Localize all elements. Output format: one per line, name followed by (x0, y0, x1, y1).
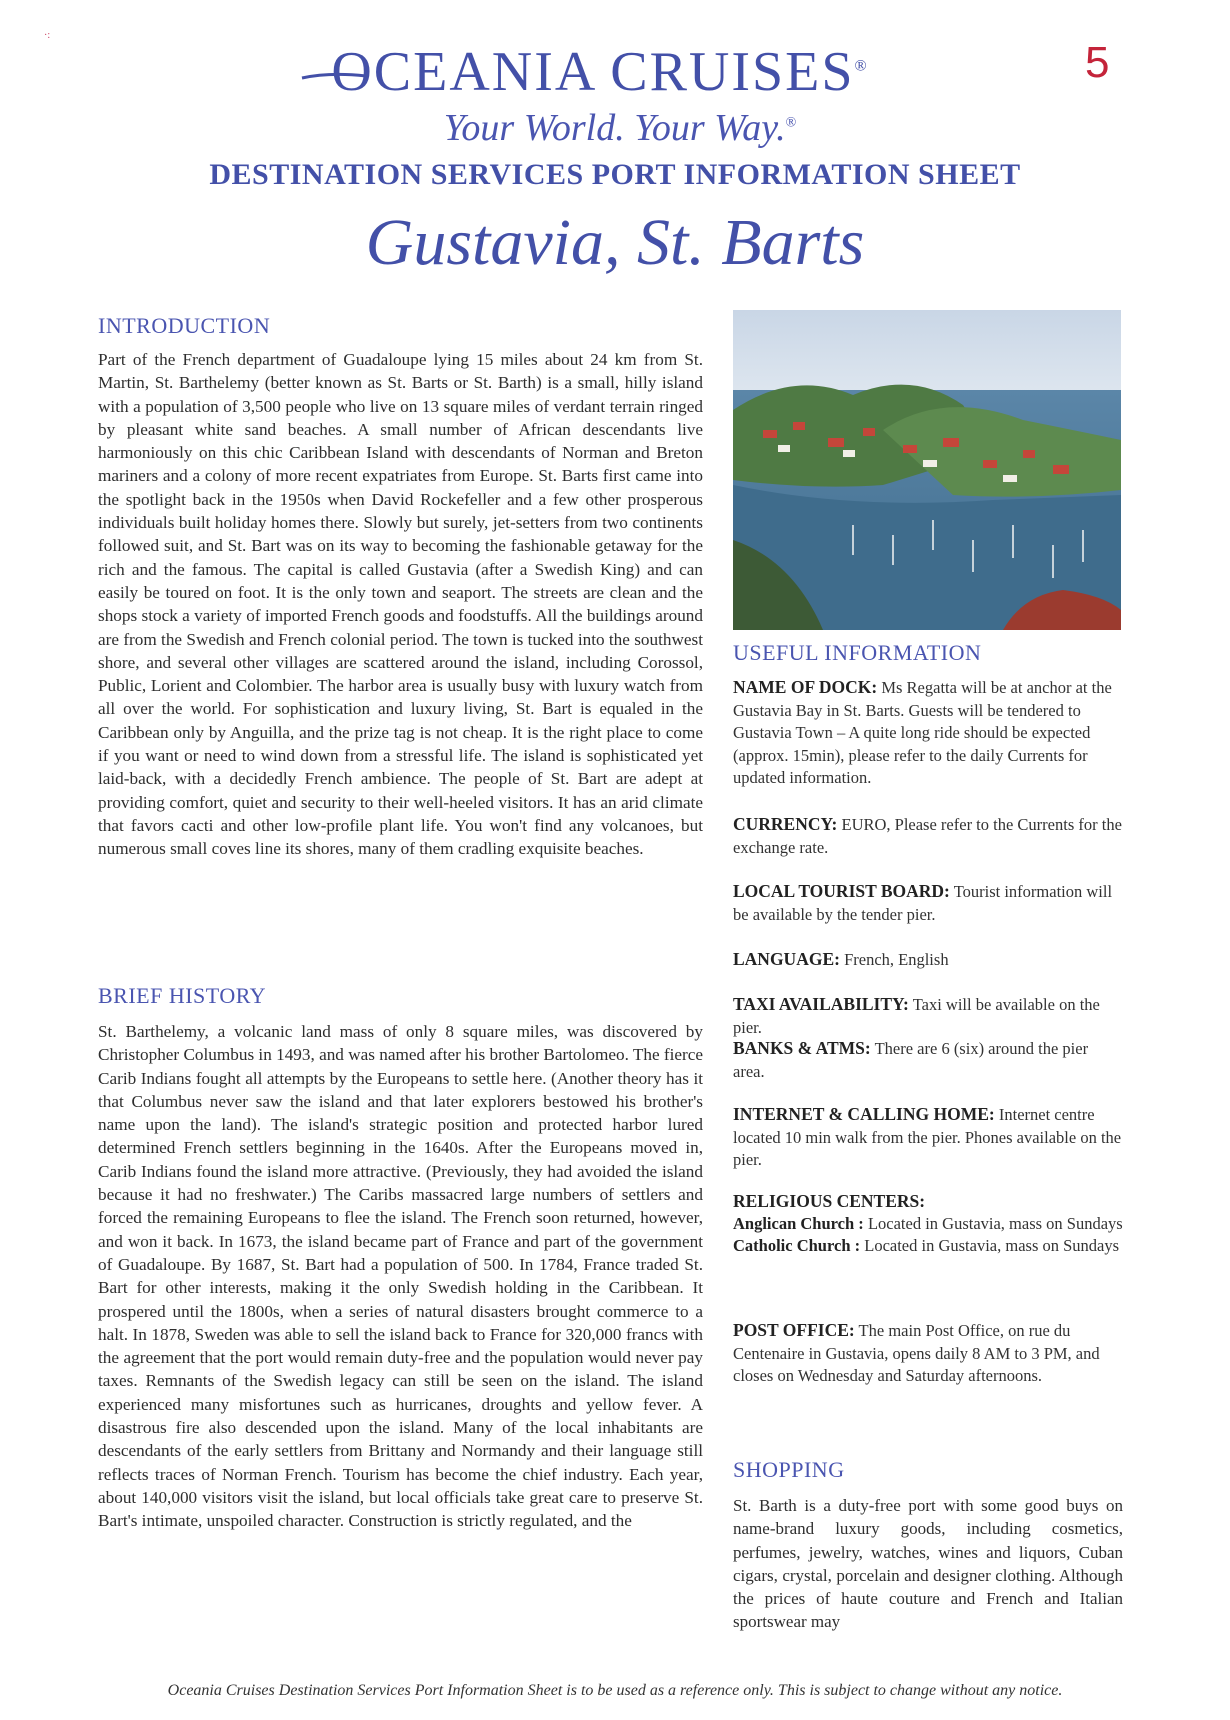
religious-info: RELIGIOUS CENTERS: Anglican Church : Located in Gustavia, mass on Sundays Catholic Church : Located in Gustavia, mass on Sundays (733, 1190, 1123, 1258)
currency-info: CURRENCY: EURO, Please refer to the Currents for the exchange rate. (733, 814, 1122, 857)
banks-info: BANKS & ATMS: There are 6 (six) around the pier area. (733, 1038, 1089, 1081)
brand-name: OCEANIA CRUISES (331, 41, 855, 103)
footer-disclaimer: Oceania Cruises Destination Services Port Information Sheet is to be used as a reference only. This is subject to change without any notice. (167, 1682, 1063, 1699)
post-office-info: POST OFFICE: The main Post Office, on rue du Centenaire in Gustavia, opens daily 8 AM to 3 PM, and closes on Wednesday and Saturday afternoons. (733, 1320, 1100, 1385)
harbor-photo-illustration (733, 310, 1121, 630)
dock-info: NAME OF DOCK: Ms Regatta will be at anchor at the Gustavia Bay in St. Barts. Guests will be tendered to Gustavia Town – A quite long ride should be expected (approx. 15min), please refer to the daily Currents for updated information. (733, 677, 1112, 787)
history-text: St. Barthelemy, a volcanic land mass of only 8 square miles, was discovered by Christopher Columbus in 1493, and was named after his brother Bartolomeo. The fierce Carib Indians fought all attempts by the Europeans to settle here. (Another theory has it that Columbus never saw the island and that later explorers bestowed his brother's name upon the land). The island's strategic position and protected harbor lured determined French settlers beginning in the 1640s. After the Europeans moved in, Carib Indians found the island more attractive. (Previously, they had avoided the island because it had no freshwater.) The Caribs massacred large numbers of settlers and forced the remaining Europeans to flee the island. The French soon returned, however, and won it back. In 1673, the island became part of France and part of the government of Guadaloupe. By 1687, St. Bart had a population of 500. In 1784, France traded St. Bart for other interests, making it the only Swedish holding in the Caribbean. It prospered until the 1800s, when a series of natural disasters brought commerce to a halt. In 1878, Sweden was able to sell the island back to France for 320,000 francs with the agreement that the port would remain duty-free and the population would never pay taxes. Remnants of the Swedish legacy can still be seen on the island. The island experienced many misfortunes such as hurricanes, droughts and yellow fever. A disastrous fire also descended upon the island. Many of the local inhabitants are descendants of the early settlers from Brittany and Normandy and their language still reflects traces of Norman French. Tourism has become the chief industry. Each year, about 140,000 visitors visit the island, but local officials take great care to preserve St. Bart's intimate, unspoiled character. Construction is strictly regulated, and the (98, 1022, 703, 1531)
internet-info: INTERNET & CALLING HOME: Internet centre located 10 min walk from the pier. Phones available on the pier. (733, 1104, 1122, 1169)
tourist-board-info: LOCAL TOURIST BOARD: Tourist information will be available by the tender pier. (733, 881, 1113, 924)
shopping-text: St. Barth is a duty-free port with some good buys on name-brand luxury goods, including cosmetics, perfumes, jewelry, watches, wines and liquors, Cuban cigars, crystal, porcelain and designer clothing. Although the prices of haute couture and French and Italian sportswear may (733, 1496, 1123, 1632)
port-name: Gustavia, St. Barts (365, 206, 865, 279)
useful-info-heading: USEFUL INFORMATION (733, 640, 982, 665)
brand-registered-mark: ® (854, 57, 869, 75)
tagline (300, 106, 940, 150)
scan-speck: ·: (44, 30, 51, 41)
taxi-info: TAXI AVAILABILITY: Taxi will be available on the pier. (733, 994, 1100, 1037)
introduction-heading: INTRODUCTION (98, 313, 271, 338)
anglican-church-info: Anglican Church : Located in Gustavia, mass on Sundays (733, 1213, 1123, 1233)
tagline-text: Your World. Your Way. (443, 107, 786, 149)
introduction-text: Part of the French department of Guadaloupe lying 15 miles about 24 km from St. Martin, St. Barthelemy (better known as St. Barts or St. Barth) is a small, hilly island with a population of 3,500 people who live on 13 square miles of verdant terrain ringed by pleasant white sand beaches. A small number of African descendants live harmoniously on this chic Caribbean Island with descendants of Norman and Breton mariners and a colony of more recent expatriates from Europe. St. Barts first came into the spotlight back in the 1950s when David Rockefeller and a few other prosperous individuals built holiday homes there. Slowly but surely, jet-setters from two continents followed suit, and St. Bart was on its way to becoming the fashionable getaway for the rich and the famous. The capital is called Gustavia (after a Swedish King) and can easily be toured on foot. It is the only town and seaport. The streets are clean and the shops stock a variety of imported French goods and foodstuffs. All the buildings around are from the Swedish and French colonial period. The town is tucked into the southwest shore, and several other villages are scattered around the island, including Corossol, Public, Lorient and Colombier. The harbor area is usually busy with luxury watch from all over the world. For sophistication and luxury living, St. Bart is equaled in the Caribbean only by Anguilla, and the prize tag is not cheap. It is the right place to come if you want or need to wind down from a stressful life. The island is sophisticated yet laid-back, with a decidedly French ambience. The people of St. Bart are adept at providing comfort, quiet and security to their well-heeled visitors. It has an arid climate that favors cacti and other low-profile plant life. You won't find any volcanoes, but numerous small coves line its shores, many of them cradling exquisite beaches. (98, 350, 703, 859)
sheet-title: DESTINATION SERVICES PORT INFORMATION SHEET (209, 158, 1021, 191)
catholic-church-info: Catholic Church : Located in Gustavia, mass on Sundays (733, 1236, 1120, 1255)
brand-logo (300, 40, 900, 104)
tagline-registered-mark: ® (785, 115, 797, 131)
language-info: LANGUAGE: French, English (733, 949, 949, 969)
page-number: 5 (1085, 38, 1110, 87)
shopping-heading: SHOPPING (733, 1457, 845, 1482)
harbor-photo (733, 310, 1121, 630)
history-heading: BRIEF HISTORY (98, 983, 267, 1008)
